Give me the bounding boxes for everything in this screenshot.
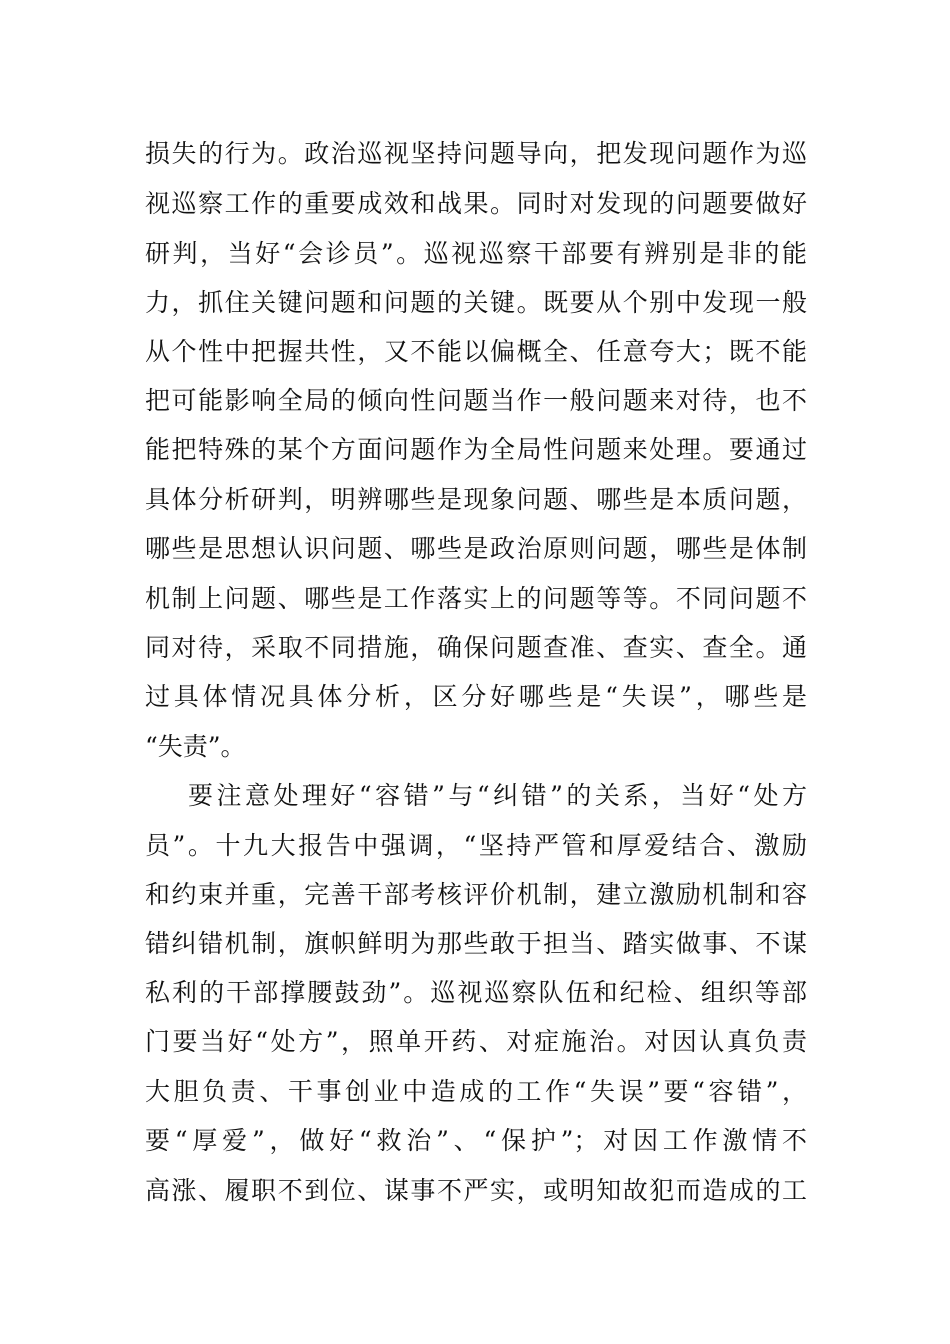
paragraph-2-line-8: 要“厚爱”，做好“救治”、“保护”；对因工作激情不 — [145, 1126, 807, 1155]
paragraph-2-line-1: 要注意处理好“容错”与“纠错”的关系，当好“处方 — [188, 781, 807, 810]
paragraph-2-line-9: 高涨、履职不到位、谋事不严实，或明知故犯而造成的工 — [145, 1176, 807, 1205]
paragraph-1-line-12: 过具体情况具体分析，区分好哪些是“失误”，哪些是 — [145, 682, 807, 711]
paragraph-1-line-13: “失责”。 — [145, 732, 246, 761]
paragraph-1-line-3: 研判，当好“会诊员”。巡视巡察干部要有辨别是非的能 — [145, 239, 807, 268]
paragraph-2-line-3: 和约束并重，完善干部考核评价机制，建立激励机制和容 — [145, 880, 807, 909]
paragraph-1-line-11: 同对待，采取不同措施，确保问题查准、查实、查全。通 — [145, 633, 807, 662]
paragraph-1-line-5: 从个性中把握共性，又不能以偏概全、任意夸大；既不能 — [145, 337, 807, 366]
paragraph-2-line-4: 错纠错机制，旗帜鲜明为那些敢于担当、踏实做事、不谋 — [145, 929, 807, 958]
paragraph-2-line-5: 私利的干部撑腰鼓劲”。巡视巡察队伍和纪检、组织等部 — [145, 978, 807, 1007]
paragraph-1-line-2: 视巡察工作的重要成效和战果。同时对发现的问题要做好 — [145, 189, 807, 218]
paragraph-1-line-4: 力，抓住关键问题和问题的关键。既要从个别中发现一般 — [145, 288, 807, 317]
paragraph-2-line-2: 员”。十九大报告中强调，“坚持严管和厚爱结合、激励 — [145, 831, 807, 860]
paragraph-2-line-7: 大胆负责、干事创业中造成的工作“失误”要“容错”， — [145, 1077, 807, 1106]
paragraph-1-line-10: 机制上问题、哪些是工作落实上的问题等等。不同问题不 — [145, 584, 807, 613]
paragraph-1-line-9: 哪些是思想认识问题、哪些是政治原则问题，哪些是体制 — [145, 534, 807, 563]
paragraph-1-line-8: 具体分析研判，明辨哪些是现象问题、哪些是本质问题， — [145, 485, 807, 514]
paragraph-1-line-1: 损失的行为。政治巡视坚持问题导向，把发现问题作为巡 — [145, 139, 807, 168]
paragraph-1-line-6: 把可能影响全局的倾向性问题当作一般问题来对待，也不 — [145, 386, 807, 415]
paragraph-1-line-7: 能把特殊的某个方面问题作为全局性问题来处理。要通过 — [145, 435, 807, 464]
paragraph-2-line-6: 门要当好“处方”，照单开药、对症施治。对因认真负责 — [145, 1027, 807, 1056]
